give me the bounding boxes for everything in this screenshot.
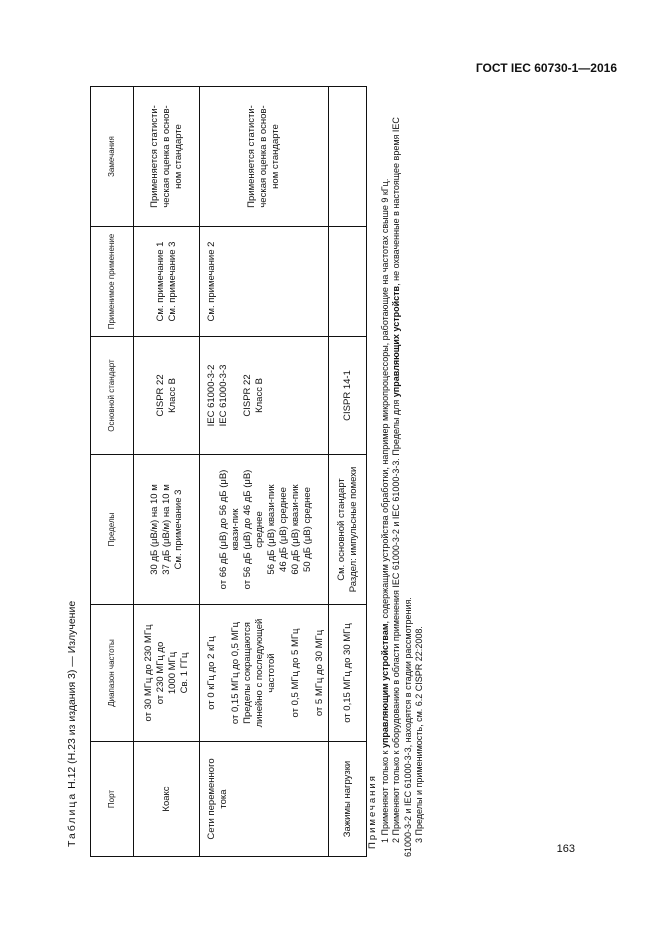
ac-limit-line: квази-пик <box>230 508 241 551</box>
table-header-row <box>91 87 134 857</box>
load-standard: CISPR 14-1 <box>329 337 367 455</box>
coax-freq-line: Св. 1 ГГц <box>178 652 190 694</box>
ac-standard-line: IEC 61000-3-2 <box>206 364 217 427</box>
ac-freq-line: частотой <box>266 653 277 693</box>
note-term: управляющим устройствам <box>379 623 390 749</box>
ac-freq-line: линейно с последующей <box>254 618 265 728</box>
load-remarks <box>329 87 367 227</box>
coax-frequency <box>134 605 200 742</box>
ac-limit-line: среднее <box>254 511 265 548</box>
table-caption <box>66 601 78 847</box>
notes-title: Примечания <box>367 774 378 849</box>
load-port: Зажимы нагрузки <box>329 742 367 857</box>
coax-remarks-line: ческая оценка в основ- <box>160 105 172 208</box>
coax-application <box>134 227 200 337</box>
ac-remarks-line: ном стандарте <box>270 124 281 189</box>
ac-limit-line: 56 дБ (μВ) квази-пик <box>266 484 277 575</box>
coax-standard-line: CISPR 22 <box>154 374 166 417</box>
ac-application: См. примечание 2 <box>200 227 329 337</box>
header-limits: Пределы <box>91 455 134 605</box>
note-1 <box>380 87 392 857</box>
coax-remarks-line: ном стандарте <box>172 124 184 189</box>
coax-application-line: См. примечание 3 <box>166 241 178 322</box>
ac-freq-line: от 5 МГц до 30 МГц <box>314 629 325 717</box>
load-limit-line: См. основной стандарт <box>335 478 347 581</box>
ac-standard-line: IEC 61000-3-3 <box>218 364 229 427</box>
ac-limit-line: 50 дБ (μВ) среднее <box>302 487 313 572</box>
document-header: ГОСТ IEC 60730-1—2016 <box>475 61 617 75</box>
ac-standard <box>200 337 329 455</box>
table-row-coax <box>134 87 200 857</box>
note-text: , не охваченные в настоящее время IEC 61000-3-2 и IEC 61000-3-3, находятся в стадии рассмотрения. <box>391 117 413 857</box>
coax-remarks-line: Применяется статисти- <box>148 105 160 208</box>
ac-port-line: тока <box>218 789 229 809</box>
ac-freq-line: от 0,15 МГц до 0,5 МГц <box>230 621 241 725</box>
ac-freq-line: Пределы сокращаются <box>242 622 253 724</box>
coax-freq-line: от 30 МГц до 230 МГц <box>142 624 154 722</box>
coax-freq-line: 1000 МГц <box>166 651 178 695</box>
note-text: , содержащим устройства обработки, например микропроцессоры, работающие на частотах свыше 9 кГц. <box>379 178 390 624</box>
note-2 <box>391 87 414 857</box>
ac-limits <box>200 455 329 605</box>
table-row-load-terminals <box>329 87 367 857</box>
ac-frequency <box>200 605 329 742</box>
coax-limits <box>134 455 200 605</box>
ac-limit-line: 46 дБ (μВ) среднее <box>278 487 289 572</box>
ac-port <box>200 742 329 857</box>
ac-freq-line: от 0 кГц до 2 кГц <box>206 636 217 710</box>
load-frequency: от 0,15 МГц до 30 МГц <box>329 605 367 742</box>
ac-remarks-line: ческая оценка в основ- <box>258 105 269 208</box>
caption-text: Н.12 (Н.23 из издания 3) — Излучение <box>66 600 78 792</box>
note-term: управляющих устройств <box>391 285 401 398</box>
coax-remarks <box>134 87 200 227</box>
coax-standard <box>134 337 200 455</box>
ac-port-line: Сети переменного <box>206 758 217 840</box>
note-text: 2 Применяют только к оборудованию в области применения IEC 61000-3-2 и IEC 61000-3-3. Пределы для <box>391 397 401 843</box>
note-3: 3 Пределы и применимость, см. 6.2 CISPR 22:2008. <box>414 626 424 843</box>
coax-limit-line: 30 дБ (μВ/м) на 10 м <box>148 484 160 575</box>
header-standard: Основной стандарт <box>91 337 134 455</box>
header-application: Применимое применение <box>91 227 134 337</box>
table-row-ac-mains <box>200 87 329 857</box>
ac-standard-line: Класс В <box>254 378 265 413</box>
ac-limit-line: от 66 дБ (μВ) до 56 дБ (μВ) <box>218 469 229 590</box>
coax-limit-line: См. примечание 3 <box>172 489 184 570</box>
load-limits <box>329 455 367 605</box>
load-limit-line: Раздел: импульсные помехи <box>347 466 359 593</box>
note-text: 1 Применяют только к <box>379 748 390 843</box>
ac-remarks-line: Применяется статисти- <box>246 105 257 208</box>
coax-port: Коакс <box>134 742 200 857</box>
ac-limit-line: 60 дБ (μВ) квази-пик <box>290 484 301 575</box>
coax-freq-line: от 230 МГц до <box>154 641 166 705</box>
coax-standard-line: Класс В <box>166 378 178 413</box>
header-frequency: Диапазон частоты <box>91 605 134 742</box>
ac-freq-line: от 0,5 МГц до 5 МГц <box>290 628 301 718</box>
table-notes <box>367 87 426 857</box>
emission-table <box>90 86 367 857</box>
coax-limit-line: 37 дБ (μВ/м) на 10 м <box>160 484 172 575</box>
ac-standard-line: CISPR 22 <box>242 374 253 417</box>
rotated-content <box>64 87 464 857</box>
header-remarks: Замечания <box>91 87 134 227</box>
header-port: Порт <box>91 742 134 857</box>
coax-application-line: См. примечание 1 <box>154 241 166 322</box>
ac-limit-line: от 56 дБ (μВ) до 46 дБ (μВ) <box>242 469 253 590</box>
page-number: 163 <box>556 843 575 855</box>
ac-remarks <box>200 87 329 227</box>
caption-prefix: Таблица <box>66 791 78 847</box>
load-application <box>329 227 367 337</box>
